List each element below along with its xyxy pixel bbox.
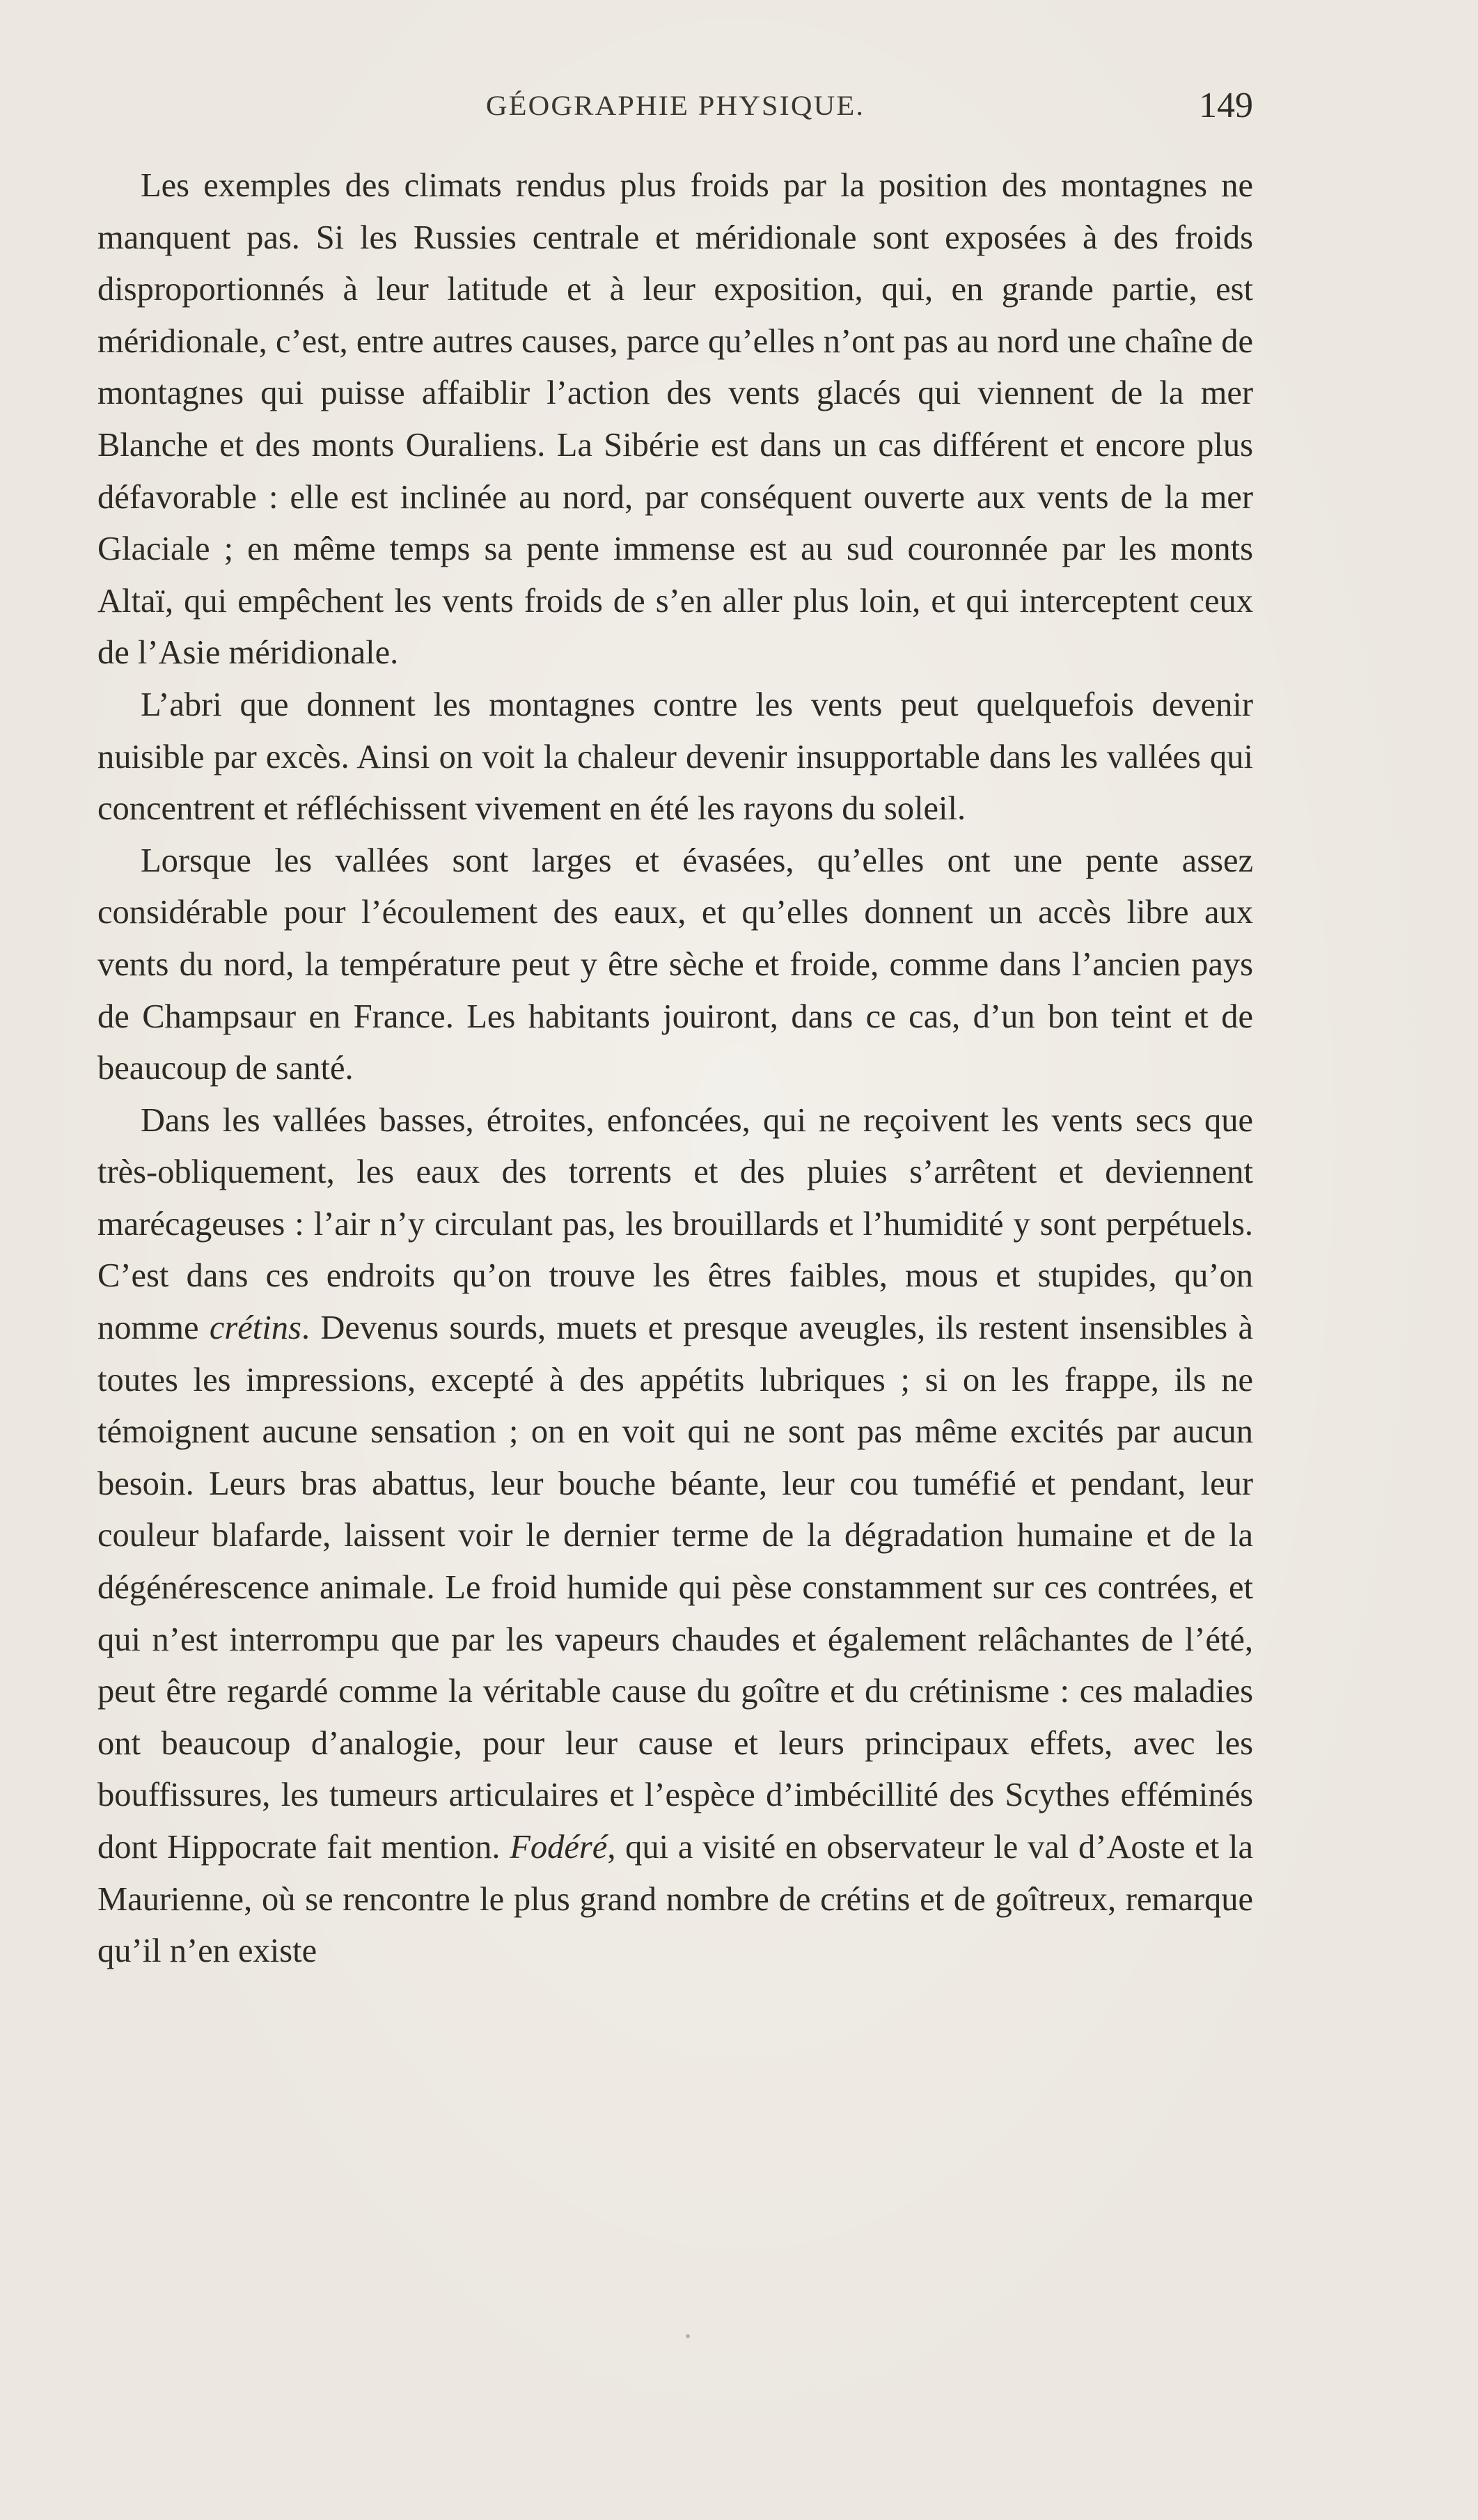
paragraph-low-valleys-part-3: , qui a visité en observateur le val d’Aoste et la Maurienne, où se rencontre le plus grand nombre de crétins et de goîtreux, remarque qu’il n’en existe	[97, 1829, 1253, 1970]
running-head	[97, 86, 1253, 131]
paragraph-low-valleys-part-2: . Devenus sourds, muets et presque aveugles, ils restent insensibles à toutes les impressions, excepté à des appétits lubriques ; si on les frappe, ils ne témoignent aucune sensation ; on en voit qui ne sont pas même excités par aucun besoin. Leurs bras abattus, leur bouche béante, leur cou tuméfié et pendant, leur couleur blafarde, laissent voir le dernier terme de la dégradation humaine et de la dégénérescence animale. Le froid humide qui pèse constamment sur ces contrées, et qui n’est interrompu que par les vapeurs chaudes et également relâchantes de l’été, peut être regardé comme la véritable cause du goître et du crétinisme : ces maladies ont beaucoup d’analogie, pour leur cause et leurs principaux effets, avec les bouffissures, les tumeurs articulaires et l’espèce d’imbécillité des Scythes efféminés dont Hippocrate fait mention.	[97, 1309, 1253, 1866]
paper-speck	[686, 2334, 690, 2338]
body-text	[97, 160, 1253, 1978]
paragraph-low-valleys-part-1: Dans les vallées basses, étroites, enfoncées, qui ne reçoivent les vents secs que très-obliquement, les eaux des torrents et des pluies s’arrêtent et deviennent marécageuses : l’air n’y circulant pas, les brouillards et l’humidité y sont perpétuels. C’est dans ces endroits qu’on trouve les êtres faibles, mous et stupides, qu’on nomme	[97, 1101, 1253, 1347]
italic-name-fodere: Fodéré	[510, 1829, 608, 1866]
paragraph-wide-valleys: Lorsque les vallées sont larges et évasées, qu’elles ont une pente assez considérable pour l’écoulement des eaux, et qu’elles donnent un accès libre aux vents du nord, la température peut y être sèche et froide, comme dans l’ancien pays de Champsaur en France. Les habitants jouiront, dans ce cas, d’un bon teint et de beaucoup de santé.	[97, 842, 1253, 1087]
paragraph-russia-siberia: Les exemples des climats rendus plus froids par la position des montagnes ne manquent pas. Si les Russies centrale et méridionale sont exposées à des froids disproportionnés à leur latitude et à leur exposition, qui, en grande partie, est méridionale, c’est, entre autres causes, parce qu’elles n’ont pas au nord une chaîne de montagnes qui puisse affaiblir l’action des vents glacés qui viennent de la mer Blanche et des monts Ouraliens. La Sibérie est dans un cas différent et encore plus défavorable : elle est inclinée au nord, par conséquent ouverte aux vents de la mer Glaciale ; en même temps sa pente immense est au sud couronnée par les monts Altaï, qui empêchent les vents froids de s’en aller plus loin, et qui interceptent ceux de l’Asie méridionale.	[97, 167, 1253, 672]
italic-term-cretins: crétins	[209, 1309, 301, 1347]
paragraph-mountain-shelter: L’abri que donnent les montagnes contre les vents peut quelquefois devenir nuisible par excès. Ainsi on voit la chaleur devenir insupportable dans les vallées qui concentrent et réfléchissent vivement en été les rayons du soleil.	[97, 686, 1253, 828]
page-number: 149	[1199, 86, 1253, 125]
paragraph-low-valleys	[97, 1095, 1253, 1978]
running-head-title: GÉOGRAPHIE PHYSIQUE.	[485, 90, 865, 121]
